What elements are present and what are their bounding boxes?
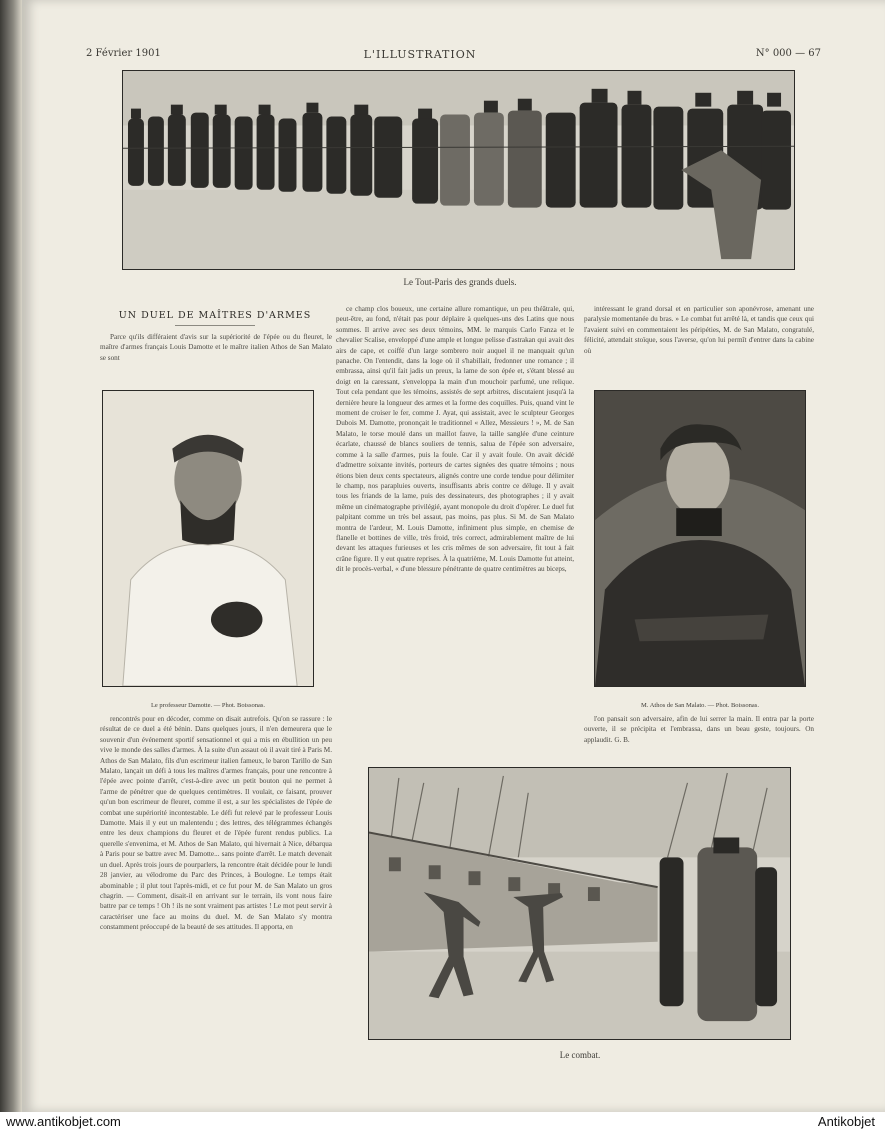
article-lead: Parce qu'ils différaient d'avis sur la supériorité de l'épée ou du fleuret, le maître d'armes français Louis Damotte et le maître italien Athos de San Malato se sont xyxy=(100,333,332,362)
article-left-column: rencontrés pour en décoder, comme on disait autrefois. Qu'on se rassure : le résultat de ce duel a été bénin. Dans quelques jours, il n'en demeurera que le souvenir d'un événement sportif sensationnel et qui a mis en ébullition un peu vive le monde des salles d'armes. À la suite d'un assaut où il avait tiré à Paris M. Athos de San Malato, fils d'un escrimeur italien fameux, le baron Tarillo de San Malato, lançait un défi à tous les maîtres d'armes français, pour une rencontre à l'épée avec pointe d'arrêt, c'est-à-dire avec un petit bouton qui ne permet à l'arme de pénétrer que de quelques centimètres. Il voulait, ce faisant, prouver qu'un bon escrimeur de fleuret, comme il est, a sur les spécialistes de l'épée de combat une supériorité incontestable. Le défi fut relevé par le professeur Louis Damotte. Mais il y eut un malentendu ; des lettres, des télégrammes échangés entre les deux champions du fleuret et de l'épée furent rendus publics. La querelle s'envenima, et M. Athos de San Malato, qui hivernait à Nice, débarqua à Paris pour se battre avec M. Damotte... sans pointe d'arrêt. Le match devenait un duel. Après trois jours de pourparlers, la rencontre était décidée pour le lundi 28 janvier, au vélodrome du Parc des Princes, à Boulogne. Le temps était abominable ; il plut tout l'après-midi, et ce fut pour M. de San Malato un gros chagrin. — Comment, disait-il en arrivant sur le terrain, ils vont nous faire battre par ce temps ! Oh ! ils ne sont vraiment pas artistes ! Le mot peut servir à caractériser une face au moins du duel. M. de San Malato s'y montra constamment préoccupé de la beauté de ses attitudes. Il apporta, en xyxy=(100,715,332,932)
damotte-illustration xyxy=(103,391,313,686)
bottom-photo-caption: Le combat. xyxy=(559,1050,601,1060)
portrait-san-malato xyxy=(594,390,806,687)
header-title: L'ILLUSTRATION xyxy=(363,48,477,61)
top-photo-crowd xyxy=(122,70,795,270)
footer-brand: Antikobjet xyxy=(817,1114,875,1129)
crowd-illustration xyxy=(123,71,794,269)
left-portrait-caption: Le professeur Damotte. — Phot. Boissonas. xyxy=(150,702,266,709)
watermark-footer xyxy=(0,1112,885,1132)
article-right-column-end: l'on pansait son adversaire, afin de lui serrer la main. Il entra par la porte ouverte, il se précipita et l'embrassa, dans un beau geste, toujours. On applaudit. G. B. xyxy=(584,715,814,744)
article-title: UN DUEL DE MAÎTRES D'ARMES xyxy=(118,310,312,321)
top-photo-caption: Le Tout-Paris des grands duels. xyxy=(403,277,517,287)
combat-illustration xyxy=(369,768,790,1039)
header-page-number: N° 000 — 67 xyxy=(755,48,821,59)
title-rule xyxy=(175,325,255,326)
bottom-photo-combat xyxy=(368,767,791,1040)
article-middle-column: ce champ clos boueux, une certaine allure romantique, un peu théâtrale, qui, peut-être, au fond, n'était pas pour déplaire à quelques-uns des Latins que nous sommes. Il arrive avec ses deux témoins, MM. le marquis Carlo Fanza et le chevalier Scalise, enveloppé d'une ample et longue pelisse d'astrakan qui avait des airs de cape, et coiffé d'un large sombrero noir auquel il ne manquait qu'un panache. On l'entendit, dans la loge où il s'habillait, fredonner une romance ; il embrassa, ainsi qu'il fait jadis un preux, la lame de son épée et, s'étant blessé au doigt en la caressant, s'enveloppa la main d'un mouchoir parfumé, une relique. Tout cela pendant que les témoins, assistés de sept arbitres, discutaient jusqu'à la dernière heure la longueur des armes et la forme des coquilles. Puis, quand vint le moment de croiser le fer, comme J. Ayat, qui assistait, avec le sculpteur Georges Dubois M. Damotte, prononçait le traditionnel « Allez, Messieurs ! », M. de San Malato, le torse moulé dans un maillot fauve, la taille sanglée d'une ceinture écarlate, chaussé de blancs souliers de tennis, salua de l'épée son adversaire, comme à la salle d'armes, puis la foule. Car il y avait foule. On avait décidé d'admettre soixante invités, porteurs de cartes signées des quatre témoins ; nous étions bien deux cents spectateurs, alignés contre une corde tendue pour délimiter le champ, nos parapluies ouverts, insuffisants abris contre ce déluge. Il y avait tous les friands de la lame, puis des dessinateurs, des photographes ; il y avait même un cinématographe privilégié, ayant monopole du droit d'opérer. Le duel fut palpitant comme un très bel assaut, pas moins, pas plus. Si M. de San Malato montra de l'ardeur, M. Louis Damotte, infiniment plus simple, en chemise de flanelle et bottines de ville, très froid, très correct, admirablement maître de lui devant les attaques furieuses et les cris mêmes de son adversaire, fit tout à fait crâne figure. Il y eut quatre reprises. À la quatrième, M. Louis Damotte fut atteint, dit le procès-verbal, « d'une blessure pénétrante de quatre centimètres au biceps, xyxy=(336,305,574,574)
right-portrait-caption: M. Athos de San Malato. — Phot. Boissonas. xyxy=(641,702,759,709)
header-date: 2 Février 1901 xyxy=(86,48,161,59)
footer-website: www.antikobjet.com xyxy=(6,1114,121,1129)
portrait-damotte xyxy=(102,390,314,687)
page-binding xyxy=(0,0,22,1112)
san-malato-illustration xyxy=(595,391,805,686)
article-right-column: intéressant le grand dorsal et en particulier son aponévrose, amenant une paralysie momentanée du bras. » Le combat fut arrêté là, et tandis que ceux qui l'avaient suivi en commentaient les péripéties, M. de San Malato, congratulé, félicité, attendait stoïque, sous l'averse, qu'on lui permît d'entrer dans la cabine où xyxy=(584,305,814,355)
